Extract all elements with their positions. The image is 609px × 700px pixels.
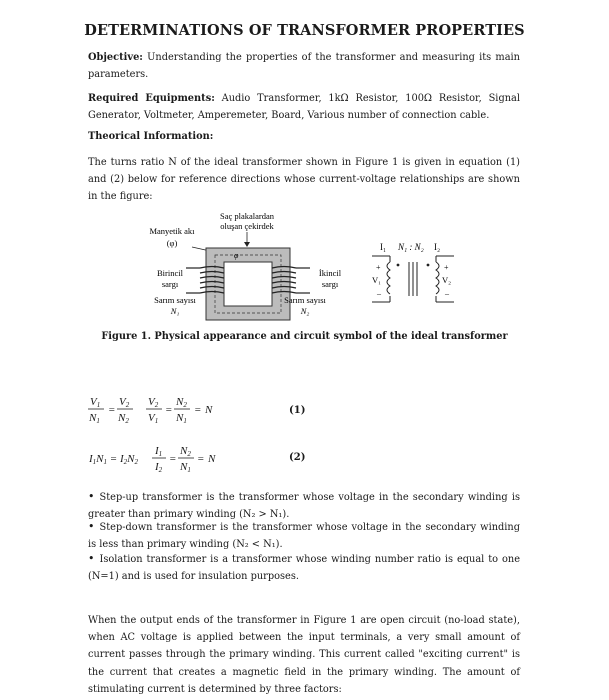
bullet-text: Isolation transformer is a transformer whose winding number ratio is equal to one (N=1) and is used for insulation purposes.: [88, 554, 520, 583]
svg-text:N1: N1: [180, 461, 191, 474]
bullet-step-down: [88, 518, 520, 553]
equipment-label: Required Equipments:: [88, 93, 215, 104]
equation-2: [88, 445, 216, 474]
symbol-i2: I₂: [434, 242, 441, 252]
polarity-dot-secondary: [427, 264, 430, 267]
intro-paragraph: The turns ratio N of the ideal transformer shown in Figure 1 is given in equation (1) and (2) below for reference directions whose current-voltage relationships are shown in the figure:: [88, 157, 520, 203]
core-pointer-head: [244, 242, 250, 247]
svg-text:=: =: [197, 453, 205, 465]
svg-text:N1: N1: [176, 412, 187, 425]
figure-caption: Figure 1. Physical appearance and circuit symbol of the ideal transformer: [101, 331, 508, 342]
objective-label: Objective:: [88, 52, 143, 63]
turns1-label-line1: Sarım sayısı: [154, 295, 196, 305]
symbol-plus-left: +: [376, 263, 381, 272]
flux-label-line1: Manyetik akı: [149, 226, 195, 236]
phi-symbol: φ: [234, 251, 239, 260]
symbol-minus-left: –: [377, 289, 381, 298]
svg-text:V1: V1: [148, 412, 159, 425]
bullet-dot: •: [88, 490, 95, 503]
svg-text:V2: V2: [119, 396, 130, 409]
primary-label-line1: Birincil: [157, 268, 183, 278]
bullet-isolation: [88, 550, 520, 585]
symbol-minus-right: –: [445, 289, 449, 298]
svg-text:N2: N2: [118, 412, 129, 425]
symbol-i1: I₁: [380, 242, 387, 252]
primary-label-line2: sargı: [161, 279, 179, 289]
equation-1-number: (1): [289, 405, 306, 416]
bullet-dot: •: [88, 552, 95, 565]
polarity-dot-primary: [397, 264, 400, 267]
svg-text:=: =: [108, 404, 116, 416]
equipment-text: Audio Transformer, 1kΩ Resistor, 100Ω Resistor, Signal Generator, Voltmeter, Amperemeter, Board, Various number of connection cable.: [88, 93, 520, 122]
symbol-v1: V₁: [372, 275, 382, 285]
svg-text:I1N1 = I2N2: I1N1 = I2N2: [89, 453, 138, 466]
bullet-text: Step-down transformer is the transformer whose voltage in the secondary winding is less than primary winding (N₂ < N₁).: [88, 522, 520, 551]
svg-text:N2: N2: [176, 396, 187, 409]
theory-heading: Theorical Information:: [88, 131, 214, 142]
secondary-label-line1: İkincil: [318, 268, 342, 278]
turns2-label-line1: Sarım sayısı: [284, 295, 326, 305]
svg-text:N2: N2: [180, 445, 191, 458]
closing-paragraph: When the output ends of the transformer in Figure 1 are open circuit (no-load state), when AC voltage is applied between the input terminals, a very small amount of current passes through the primary winding. This current called "exciting current" is the current that creates a magnetic field in the primary winding. The amount of stimulating current is determined by three factors:: [88, 615, 520, 695]
svg-text:=: =: [169, 453, 177, 465]
page-title: DETERMINATIONS OF TRANSFORMER PROPERTIES: [84, 22, 525, 39]
symbol-ratio: N₁ : N₂: [398, 242, 424, 252]
svg-text:N1: N1: [89, 412, 100, 425]
secondary-label-line2: sargı: [321, 279, 339, 289]
symbol-v2: V₂: [442, 275, 452, 285]
svg-text:V1: V1: [90, 396, 101, 409]
svg-text:V2: V2: [148, 396, 159, 409]
symbol-plus-right: +: [444, 263, 449, 272]
core-label-line2: oluşan çekirdek: [220, 221, 274, 231]
equation-2-number: (2): [289, 452, 306, 463]
svg-text:=: =: [194, 404, 202, 416]
bullet-text: Step-up transformer is the transformer whose voltage in the secondary winding is greater than primary winding (N₂ > N₁).: [88, 492, 520, 521]
flux-label-line2: (φ): [166, 238, 178, 248]
core-window: [224, 262, 272, 306]
svg-text:N: N: [208, 453, 216, 465]
svg-text:I2: I2: [155, 461, 163, 474]
objective-text: Understanding the properties of the transformer and measuring its main parameters.: [88, 52, 520, 81]
bullet-dot: •: [88, 520, 95, 533]
svg-text:N: N: [205, 404, 213, 416]
turns2-label-line2: N₂: [300, 306, 310, 316]
equation-1: [88, 396, 213, 425]
svg-text:I1: I1: [155, 445, 163, 458]
turns1-label-line2: N₁: [170, 306, 180, 316]
core-label-line1: Saç plakalardan: [219, 211, 275, 221]
svg-text:=: =: [165, 404, 173, 416]
